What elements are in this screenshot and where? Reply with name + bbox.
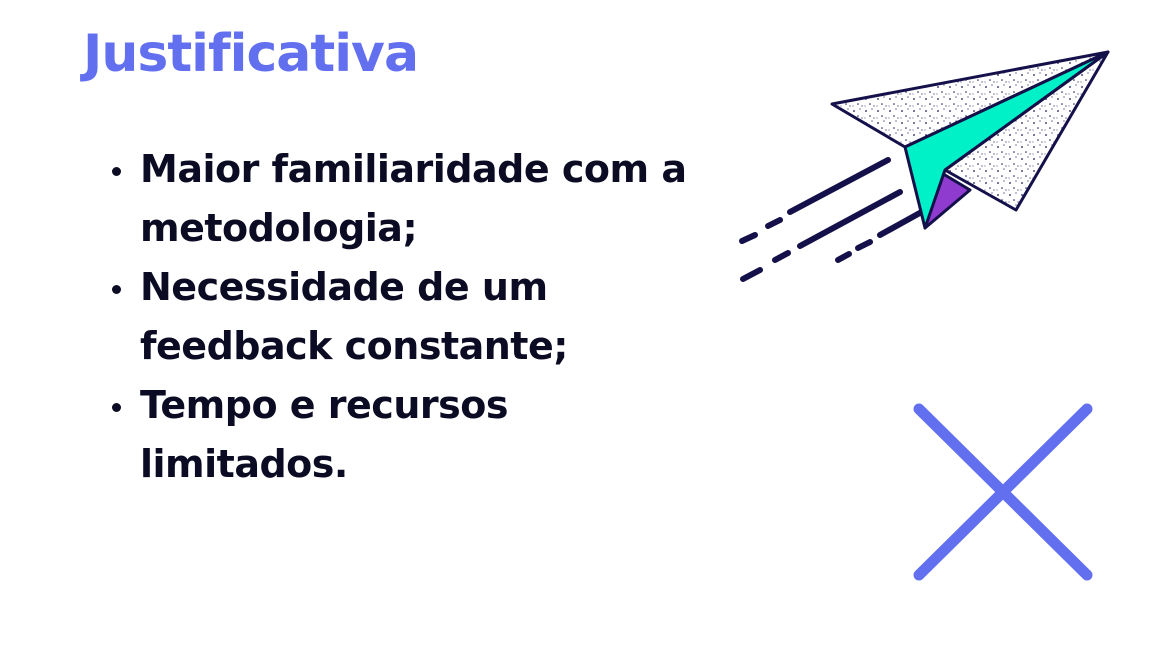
slide-title: Justificativa — [83, 24, 419, 84]
paper-plane-icon — [730, 40, 1120, 290]
bullet-item: Tempo e recursos limitados. — [112, 376, 722, 494]
bullet-list — [112, 140, 722, 494]
bullet-item: Necessidade de um feedback constante; — [112, 258, 722, 376]
bullet-item: Maior familiaridade com a metodologia; — [112, 140, 722, 258]
x-mark-icon — [905, 395, 1105, 595]
